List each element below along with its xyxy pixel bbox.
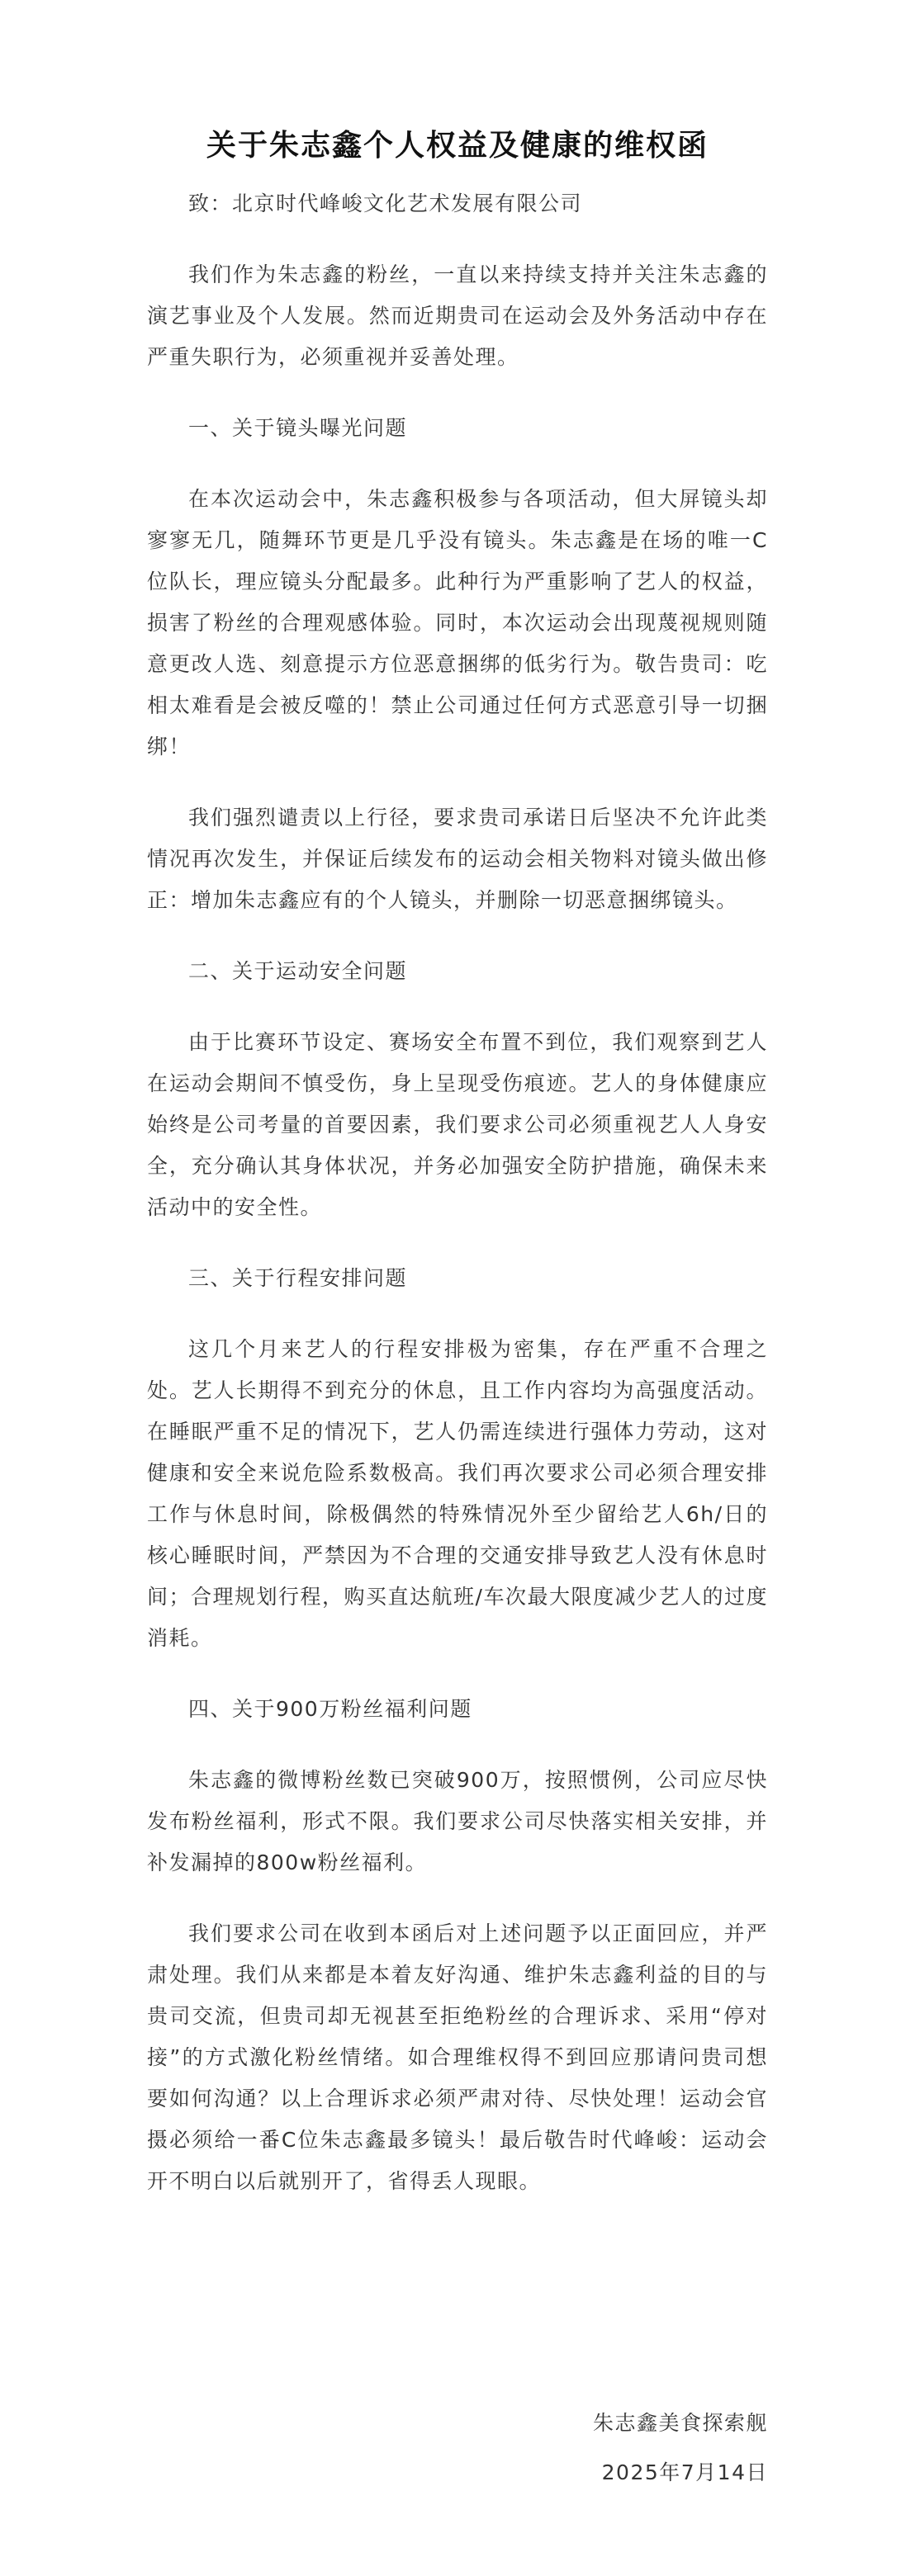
section-4-paragraph-1: 朱志鑫的微博粉丝数已突破900万，按照惯例，公司应尽快发布粉丝福利，形式不限。我们要求公司尽快落实相关安排，并补发漏掉的800w粉丝福利。 xyxy=(147,1768,768,1874)
section-3-heading: 三、关于行程安排问题 xyxy=(188,1266,408,1290)
section-1-heading: 一、关于镜头曝光问题 xyxy=(188,416,408,440)
signature-block xyxy=(593,2399,768,2498)
closing-paragraph: 我们要求公司在收到本函后对上述问题予以正面回应，并严肃处理。我们从来都是本着友好沟通、维护朱志鑫利益的目的与贵司交流，但贵司却无视甚至拒绝粉丝的合理诉求、采用“停对接”的方式激化粉丝情绪。如合理维权得不到回应那请问贵司想要如何沟通？以上合理诉求必须严肃对待、尽快处理！运动会官摄必须给一番C位朱志鑫最多镜头！最后敬告时代峰峻：运动会开不明白以后就别开了，省得丢人现眼。 xyxy=(147,1921,768,2193)
section-2-paragraph-1: 由于比赛环节设定、赛场安全布置不到位，我们观察到艺人在运动会期间不慎受伤，身上呈现受伤痕迹。艺人的身体健康应始终是公司考量的首要因素，我们要求公司必须重视艺人人身安全，充分确认其身体状况，并务必加强安全防护措施，确保未来活动中的安全性。 xyxy=(147,1030,768,1219)
section-1-paragraph-1: 在本次运动会中，朱志鑫积极参与各项活动，但大屏镜头却寥寥无几，随舞环节更是几乎没有镜头。朱志鑫是在场的唯一C位队长，理应镜头分配最多。此种行为严重影响了艺人的权益，损害了粉丝的合理观感体验。同时，本次运动会出现蔑视规则随意更改人选、刻意提示方位恶意捆绑的低劣行为。敬告贵司：吃相太难看是会被反噬的！禁止公司通过任何方式恶意引导一切捆绑！ xyxy=(147,487,768,759)
signature-date: 2025年7月14日 xyxy=(601,2460,768,2484)
intro-paragraph: 我们作为朱志鑫的粉丝，一直以来持续支持并关注朱志鑫的演艺事业及个人发展。然而近期贵司在运动会及外务活动中存在严重失职行为，必须重视并妥善处理。 xyxy=(147,262,768,369)
recipient-line: 致：北京时代峰峻文化艺术发展有限公司 xyxy=(188,191,583,215)
signature-name: 朱志鑫美食探索舰 xyxy=(592,2411,768,2435)
section-4-heading: 四、关于900万粉丝福利问题 xyxy=(188,1697,472,1721)
section-2-heading: 二、关于运动安全问题 xyxy=(188,959,408,983)
section-3-paragraph-1: 这几个月来艺人的行程安排极为密集，存在严重不合理之处。艺人长期得不到充分的休息，且工作内容均为高强度活动。在睡眠严重不足的情况下，艺人仍需连续进行强体力劳动，这对健康和安全来说危险系数极高。我们再次要求公司必须合理安排工作与休息时间，除极偶然的特殊情况外至少留给艺人6h/日的核心睡眠时间，严禁因为不合理的交通安排导致艺人没有休息时间；合理规划行程，购买直达航班/车次最大限度减少艺人的过度消耗。 xyxy=(147,1337,768,1650)
section-1-paragraph-2: 我们强烈谴责以上行径，要求贵司承诺日后坚决不允许此类情况再次发生，并保证后续发布的运动会相关物料对镜头做出修正：增加朱志鑫应有的个人镜头，并删除一切恶意捆绑镜头。 xyxy=(147,806,768,912)
letter-body xyxy=(147,183,768,2232)
letter-title: 关于朱志鑫个人权益及健康的维权函 xyxy=(206,129,709,163)
